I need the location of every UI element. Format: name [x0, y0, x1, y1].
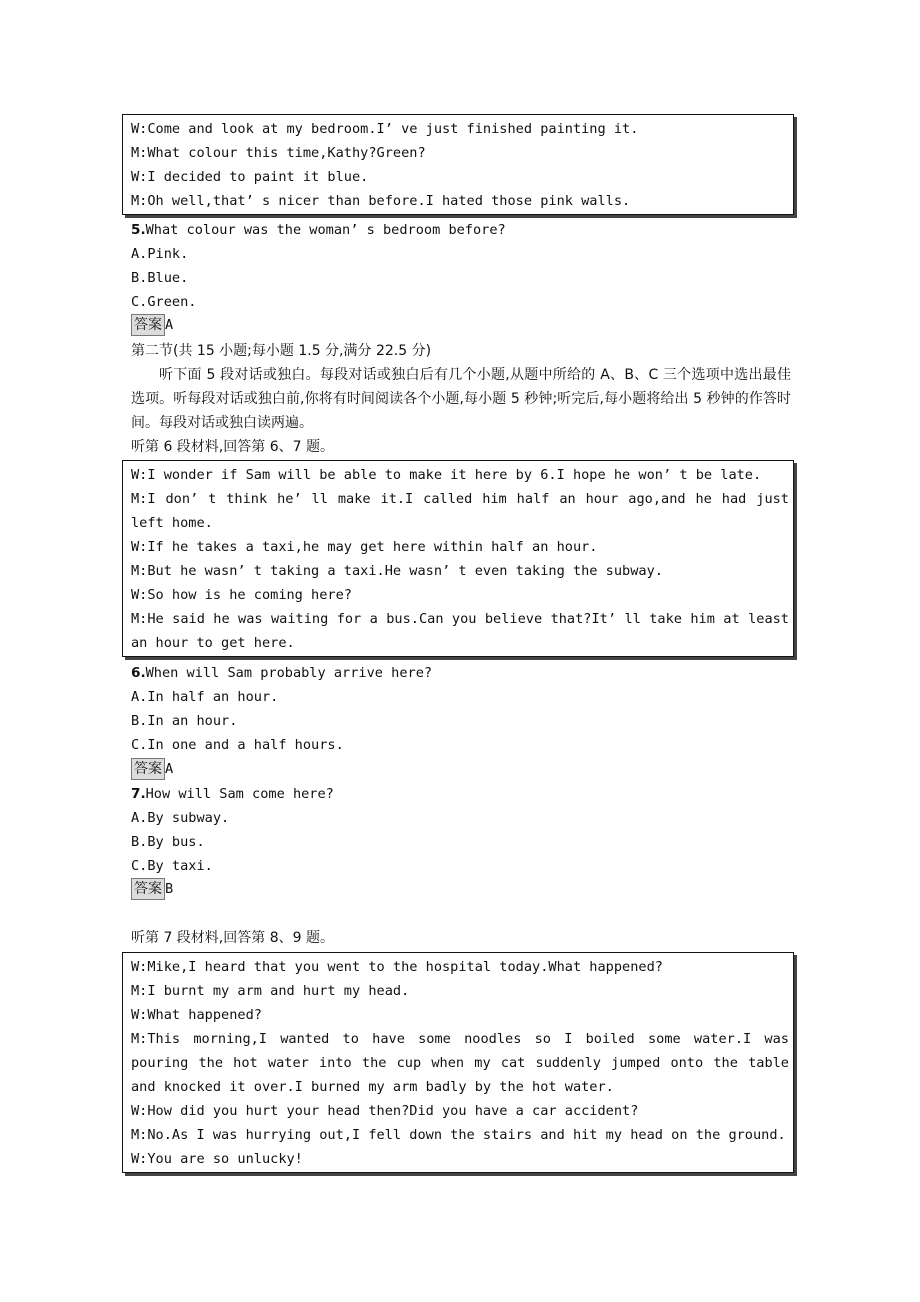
question-text: How will Sam come here? [145, 786, 334, 802]
dialog-line: W:If he takes a taxi,he may get here within half an hour. [131, 539, 598, 555]
answer-label: 答案 [131, 314, 165, 336]
option-c: C.In one and a half hours. [131, 737, 344, 753]
question-6 [131, 661, 432, 685]
option-b: B.By bus. [131, 834, 205, 850]
dialog-line: M:I don’ t think he’ ll make it.I called him half an hour ago,and he had just left home. [131, 491, 789, 531]
dialog-line: W:Come and look at my bedroom.I’ ve just finished painting it. [131, 121, 639, 137]
section-instructions: 听下面 5 段对话或独白。每段对话或独白后有几个小题,从题中所给的 A、B、C 三个选项中选出最佳选项。听每段对话或独白前,你将有时间阅读各个小题,每小题 5 秒钟;听完后,每小题将给出 5 秒钟的作答时间。每段对话或独白读两遍。 [131, 367, 791, 431]
dialog-line: M:This morning,I wanted to have some noodles so I boiled some water.I was pouring the hot water into the cup when my cat suddenly jumped onto the table and knocked it over.I burned my arm badly by the hot water. [131, 1031, 789, 1095]
answer-5 [131, 314, 173, 336]
material-6-heading: 听第 6 段材料,回答第 6、7 题。 [131, 439, 334, 455]
question-5 [131, 218, 506, 242]
question-text: What colour was the woman’ s bedroom before? [145, 222, 506, 238]
dialog-box-7 [122, 952, 794, 1173]
dialog-line: M:What colour this time,Kathy?Green? [131, 145, 426, 161]
answer-value: B [165, 881, 174, 897]
option-b: B.In an hour. [131, 713, 238, 729]
material-7-heading: 听第 7 段材料,回答第 8、9 题。 [131, 930, 334, 946]
option-a: A.In half an hour. [131, 689, 279, 705]
answer-6 [131, 758, 173, 780]
option-b: B.Blue. [131, 270, 189, 286]
dialog-line: M:He said he was waiting for a bus.Can you believe that?It’ ll take him at least an hour to get here. [131, 611, 789, 651]
answer-7 [131, 878, 173, 900]
option-c: C.By taxi. [131, 858, 213, 874]
question-7 [131, 782, 334, 806]
dialog-box-6 [122, 460, 794, 657]
option-c: C.Green. [131, 294, 197, 310]
answer-value: A [165, 761, 174, 777]
dialog-line: W:I decided to paint it blue. [131, 169, 369, 185]
option-a: A.By subway. [131, 810, 230, 826]
dialog-line: W:I wonder if Sam will be able to make it here by 6.I hope he won’ t be late. [131, 467, 762, 483]
dialog-line: W:What happened? [131, 1007, 262, 1023]
question-number: 6. [131, 665, 146, 681]
dialog-line: M:Oh well,that’ s nicer than before.I hated those pink walls. [131, 193, 631, 209]
dialog-box-5 [122, 114, 794, 215]
dialog-line: W:Mike,I heard that you went to the hospital today.What happened? [131, 959, 663, 975]
dialog-line: W:You are so unlucky! [131, 1151, 303, 1167]
option-a: A.Pink. [131, 246, 189, 262]
dialog-line: M:No.As I was hurrying out,I fell down the stairs and hit my head on the ground. [131, 1127, 786, 1143]
question-number: 7. [131, 786, 146, 802]
answer-label: 答案 [131, 758, 165, 780]
question-number: 5. [131, 222, 146, 238]
question-text: When will Sam probably arrive here? [145, 665, 433, 681]
dialog-line: W:So how is he coming here? [131, 587, 352, 603]
answer-value: A [165, 317, 174, 333]
answer-label: 答案 [131, 878, 165, 900]
dialog-line: M:But he wasn’ t taking a taxi.He wasn’ t even taking the subway. [131, 563, 663, 579]
dialog-line: M:I burnt my arm and hurt my head. [131, 983, 410, 999]
dialog-line: W:How did you hurt your head then?Did you have a car accident? [131, 1103, 639, 1119]
section-heading: 第二节(共 15 小题;每小题 1.5 分,满分 22.5 分) [131, 343, 432, 359]
